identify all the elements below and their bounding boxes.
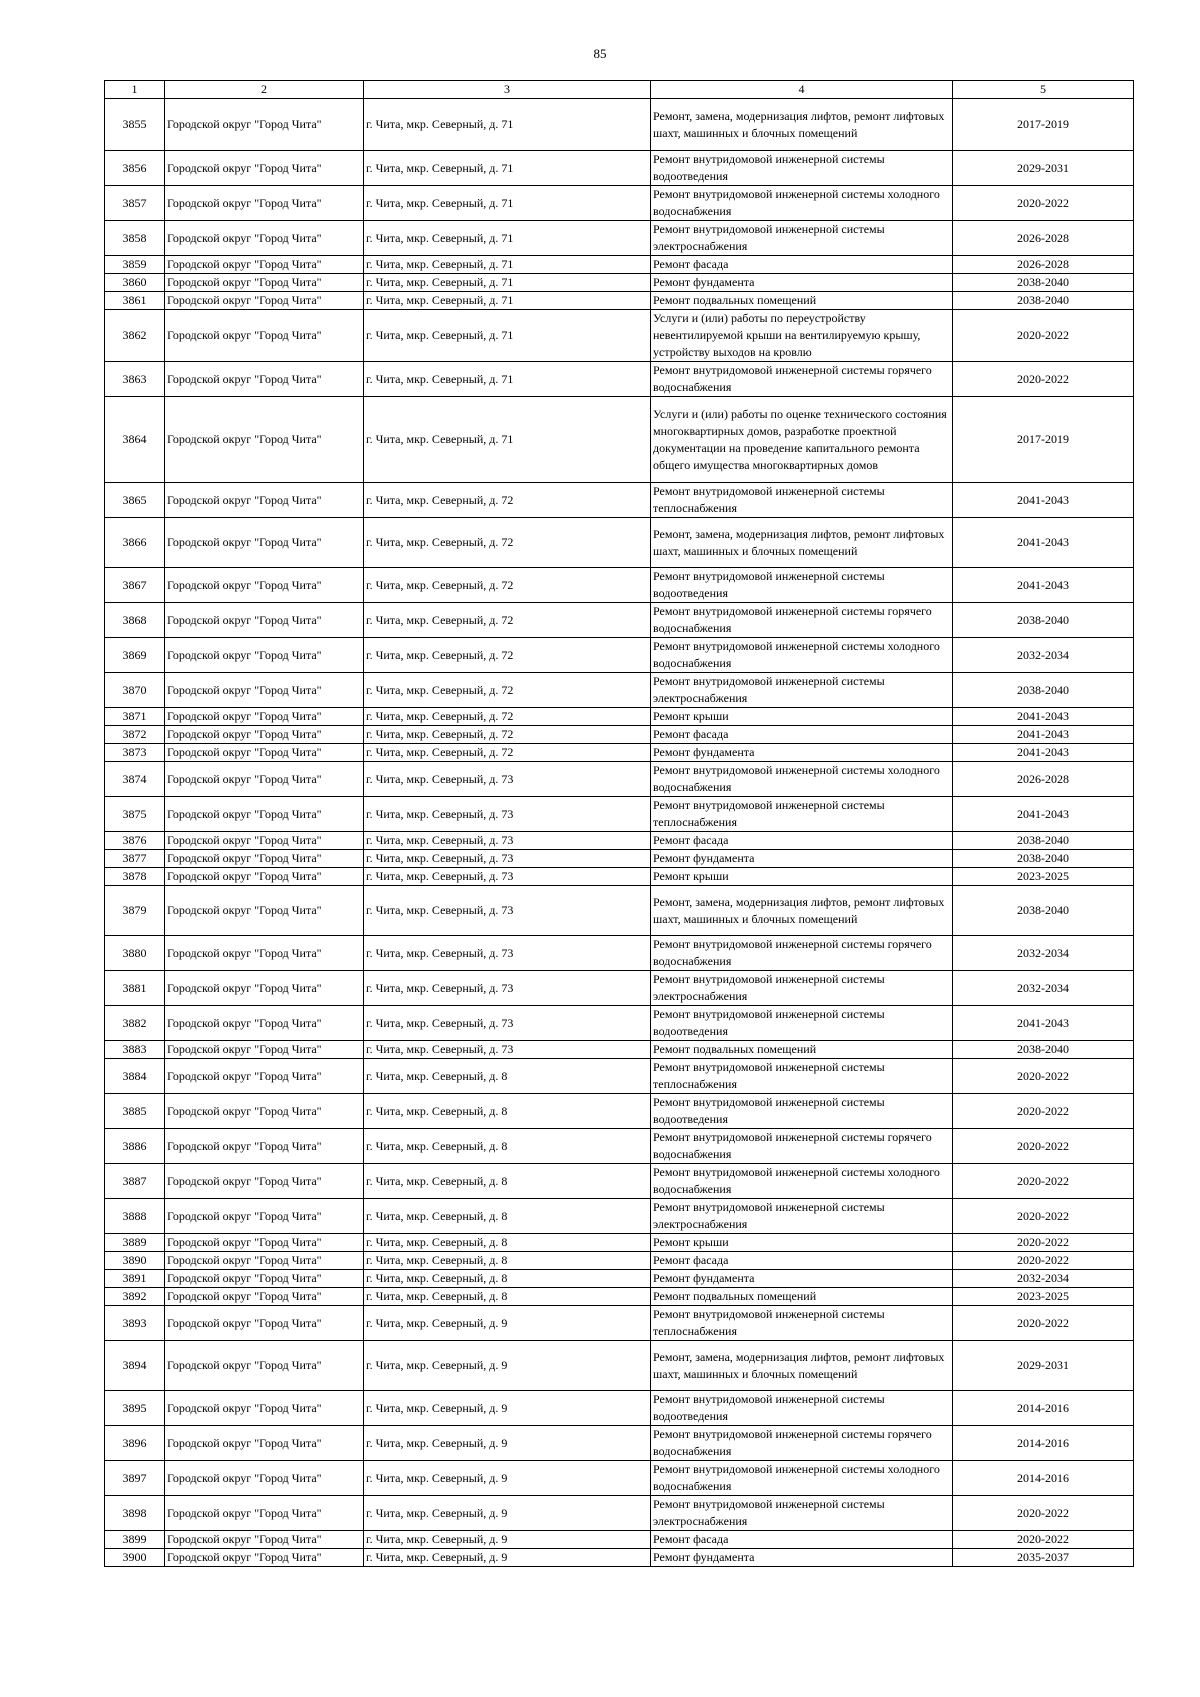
address-cell: г. Чита, мкр. Северный, д. 71 [364,397,651,483]
period-cell: 2038-2040 [953,832,1134,850]
row-number: 3882 [105,1006,165,1041]
municipality-cell: Городской округ "Город Чита" [165,310,364,362]
address-cell: г. Чита, мкр. Северный, д. 9 [364,1306,651,1341]
work-type-cell: Ремонт, замена, модернизация лифтов, ремонт лифтовых шахт, машинных и блочных помещений [651,1341,953,1391]
municipality-cell: Городской округ "Город Чита" [165,274,364,292]
municipality-cell: Городской округ "Город Чита" [165,1129,364,1164]
row-number: 3857 [105,186,165,221]
period-cell: 2020-2022 [953,1234,1134,1252]
municipality-cell: Городской округ "Город Чита" [165,362,364,397]
period-cell: 2020-2022 [953,1094,1134,1129]
table-row [105,310,1134,362]
municipality-cell: Городской округ "Город Чита" [165,99,364,151]
work-type-cell: Ремонт внутридомовой инженерной системы теплоснабжения [651,1306,953,1341]
row-number: 3863 [105,362,165,397]
address-cell: г. Чита, мкр. Северный, д. 8 [364,1234,651,1252]
address-cell: г. Чита, мкр. Северный, д. 8 [364,1199,651,1234]
table-row [105,362,1134,397]
municipality-cell: Городской округ "Город Чита" [165,1306,364,1341]
period-cell: 2020-2022 [953,1496,1134,1531]
period-cell: 2020-2022 [953,186,1134,221]
row-number: 3900 [105,1549,165,1567]
table-row [105,1252,1134,1270]
row-number: 3870 [105,673,165,708]
column-header: 3 [364,81,651,99]
municipality-cell: Городской округ "Город Чита" [165,886,364,936]
table-row [105,673,1134,708]
work-type-cell: Ремонт внутридомовой инженерной системы электроснабжения [651,221,953,256]
address-cell: г. Чита, мкр. Северный, д. 8 [364,1252,651,1270]
address-cell: г. Чита, мкр. Северный, д. 9 [364,1391,651,1426]
municipality-cell: Городской округ "Город Чита" [165,1549,364,1567]
row-number: 3893 [105,1306,165,1341]
row-number: 3894 [105,1341,165,1391]
period-cell: 2026-2028 [953,221,1134,256]
work-type-cell: Ремонт фундамента [651,850,953,868]
work-type-cell: Ремонт внутридомовой инженерной системы теплоснабжения [651,1059,953,1094]
work-type-cell: Ремонт фасада [651,256,953,274]
row-number: 3856 [105,151,165,186]
address-cell: г. Чита, мкр. Северный, д. 8 [364,1094,651,1129]
address-cell: г. Чита, мкр. Северный, д. 72 [364,483,651,518]
period-cell: 2038-2040 [953,850,1134,868]
municipality-cell: Городской округ "Город Чита" [165,256,364,274]
address-cell: г. Чита, мкр. Северный, д. 9 [364,1531,651,1549]
address-cell: г. Чита, мкр. Северный, д. 9 [364,1496,651,1531]
work-type-cell: Ремонт внутридомовой инженерной системы горячего водоснабжения [651,1426,953,1461]
address-cell: г. Чита, мкр. Северный, д. 72 [364,518,651,568]
work-type-cell: Ремонт подвальных помещений [651,292,953,310]
row-number: 3877 [105,850,165,868]
address-cell: г. Чита, мкр. Северный, д. 9 [364,1426,651,1461]
address-cell: г. Чита, мкр. Северный, д. 72 [364,708,651,726]
row-number: 3896 [105,1426,165,1461]
work-type-cell: Ремонт внутридомовой инженерной системы горячего водоснабжения [651,362,953,397]
work-type-cell: Ремонт, замена, модернизация лифтов, ремонт лифтовых шахт, машинных и блочных помещений [651,886,953,936]
municipality-cell: Городской округ "Город Чита" [165,1041,364,1059]
work-type-cell: Ремонт подвальных помещений [651,1288,953,1306]
period-cell: 2017-2019 [953,397,1134,483]
address-cell: г. Чита, мкр. Северный, д. 73 [364,936,651,971]
period-cell: 2026-2028 [953,762,1134,797]
row-number: 3886 [105,1129,165,1164]
row-number: 3895 [105,1391,165,1426]
work-type-cell: Услуги и (или) работы по переустройству невентилируемой крыши на вентилируемую крышу, устройству выходов на кровлю [651,310,953,362]
repair-schedule-table [104,80,1134,1567]
address-cell: г. Чита, мкр. Северный, д. 73 [364,832,651,850]
municipality-cell: Городской округ "Город Чита" [165,868,364,886]
period-cell: 2029-2031 [953,1341,1134,1391]
table-row [105,603,1134,638]
work-type-cell: Ремонт внутридомовой инженерной системы электроснабжения [651,1199,953,1234]
row-number: 3861 [105,292,165,310]
table-row [105,1306,1134,1341]
period-cell: 2038-2040 [953,673,1134,708]
period-cell: 2023-2025 [953,868,1134,886]
row-number: 3879 [105,886,165,936]
address-cell: г. Чита, мкр. Северный, д. 73 [364,886,651,936]
table-row [105,1461,1134,1496]
table-row [105,744,1134,762]
address-cell: г. Чита, мкр. Северный, д. 71 [364,292,651,310]
row-number: 3855 [105,99,165,151]
municipality-cell: Городской округ "Город Чита" [165,744,364,762]
column-header: 5 [953,81,1134,99]
table-row [105,1391,1134,1426]
table-row [105,1164,1134,1199]
row-number: 3868 [105,603,165,638]
work-type-cell: Ремонт фундамента [651,1549,953,1567]
row-number: 3898 [105,1496,165,1531]
period-cell: 2020-2022 [953,1252,1134,1270]
table-row [105,1129,1134,1164]
address-cell: г. Чита, мкр. Северный, д. 73 [364,797,651,832]
address-cell: г. Чита, мкр. Северный, д. 8 [364,1059,651,1094]
work-type-cell: Ремонт внутридомовой инженерной системы теплоснабжения [651,797,953,832]
work-type-cell: Ремонт фасада [651,1531,953,1549]
work-type-cell: Ремонт крыши [651,708,953,726]
table-row [105,99,1134,151]
period-cell: 2032-2034 [953,971,1134,1006]
address-cell: г. Чита, мкр. Северный, д. 8 [364,1164,651,1199]
row-number: 3888 [105,1199,165,1234]
work-type-cell: Ремонт внутридомовой инженерной системы холодного водоснабжения [651,762,953,797]
work-type-cell: Ремонт крыши [651,1234,953,1252]
table-body [105,99,1134,1567]
period-cell: 2041-2043 [953,744,1134,762]
municipality-cell: Городской округ "Город Чита" [165,673,364,708]
period-cell: 2035-2037 [953,1549,1134,1567]
row-number: 3864 [105,397,165,483]
work-type-cell: Ремонт внутридомовой инженерной системы горячего водоснабжения [651,1129,953,1164]
period-cell: 2017-2019 [953,99,1134,151]
table-row [105,868,1134,886]
table-row [105,850,1134,868]
header-row [105,81,1134,99]
period-cell: 2038-2040 [953,274,1134,292]
table-row [105,274,1134,292]
row-number: 3872 [105,726,165,744]
municipality-cell: Городской округ "Город Чита" [165,568,364,603]
table-row [105,1288,1134,1306]
table-row [105,1549,1134,1567]
work-type-cell: Ремонт внутридомовой инженерной системы водоотведения [651,568,953,603]
period-cell: 2020-2022 [953,362,1134,397]
municipality-cell: Городской округ "Город Чита" [165,850,364,868]
address-cell: г. Чита, мкр. Северный, д. 73 [364,850,651,868]
row-number: 3875 [105,797,165,832]
row-number: 3871 [105,708,165,726]
address-cell: г. Чита, мкр. Северный, д. 73 [364,868,651,886]
municipality-cell: Городской округ "Город Чита" [165,397,364,483]
table-row [105,186,1134,221]
table-row [105,638,1134,673]
address-cell: г. Чита, мкр. Северный, д. 73 [364,1041,651,1059]
row-number: 3897 [105,1461,165,1496]
row-number: 3899 [105,1531,165,1549]
municipality-cell: Городской округ "Город Чита" [165,1199,364,1234]
address-cell: г. Чита, мкр. Северный, д. 9 [364,1341,651,1391]
period-cell: 2038-2040 [953,886,1134,936]
row-number: 3885 [105,1094,165,1129]
period-cell: 2038-2040 [953,1041,1134,1059]
table-row [105,726,1134,744]
address-cell: г. Чита, мкр. Северный, д. 71 [364,186,651,221]
municipality-cell: Городской округ "Город Чита" [165,936,364,971]
municipality-cell: Городской округ "Город Чита" [165,1461,364,1496]
municipality-cell: Городской округ "Город Чита" [165,1234,364,1252]
work-type-cell: Ремонт внутридомовой инженерной системы горячего водоснабжения [651,936,953,971]
period-cell: 2041-2043 [953,518,1134,568]
row-number: 3891 [105,1270,165,1288]
table-row [105,886,1134,936]
address-cell: г. Чита, мкр. Северный, д. 73 [364,1006,651,1041]
municipality-cell: Городской округ "Город Чита" [165,151,364,186]
period-cell: 2020-2022 [953,1059,1134,1094]
address-cell: г. Чита, мкр. Северный, д. 8 [364,1270,651,1288]
table-row [105,256,1134,274]
table-row [105,1234,1134,1252]
table-row [105,1006,1134,1041]
address-cell: г. Чита, мкр. Северный, д. 73 [364,762,651,797]
work-type-cell: Ремонт фундамента [651,744,953,762]
address-cell: г. Чита, мкр. Северный, д. 72 [364,603,651,638]
address-cell: г. Чита, мкр. Северный, д. 8 [364,1288,651,1306]
work-type-cell: Ремонт внутридомовой инженерной системы холодного водоснабжения [651,1461,953,1496]
work-type-cell: Ремонт, замена, модернизация лифтов, ремонт лифтовых шахт, машинных и блочных помещений [651,518,953,568]
municipality-cell: Городской округ "Город Чита" [165,797,364,832]
address-cell: г. Чита, мкр. Северный, д. 73 [364,971,651,1006]
period-cell: 2041-2043 [953,708,1134,726]
period-cell: 2038-2040 [953,292,1134,310]
period-cell: 2023-2025 [953,1288,1134,1306]
column-header: 4 [651,81,953,99]
municipality-cell: Городской округ "Город Чита" [165,1391,364,1426]
municipality-cell: Городской округ "Город Чита" [165,1288,364,1306]
address-cell: г. Чита, мкр. Северный, д. 71 [364,362,651,397]
table-row [105,1270,1134,1288]
table-row [105,483,1134,518]
period-cell: 2020-2022 [953,1129,1134,1164]
address-cell: г. Чита, мкр. Северный, д. 9 [364,1461,651,1496]
municipality-cell: Городской округ "Город Чита" [165,971,364,1006]
row-number: 3890 [105,1252,165,1270]
work-type-cell: Ремонт фасада [651,832,953,850]
period-cell: 2032-2034 [953,1270,1134,1288]
work-type-cell: Ремонт фундамента [651,1270,953,1288]
period-cell: 2041-2043 [953,1006,1134,1041]
address-cell: г. Чита, мкр. Северный, д. 72 [364,673,651,708]
row-number: 3860 [105,274,165,292]
municipality-cell: Городской округ "Город Чита" [165,292,364,310]
page-number: 85 [593,46,607,61]
table-row [105,1059,1134,1094]
work-type-cell: Ремонт фасада [651,1252,953,1270]
table-row [105,1094,1134,1129]
row-number: 3866 [105,518,165,568]
work-type-cell: Ремонт внутридомовой инженерной системы электроснабжения [651,1496,953,1531]
work-type-cell: Ремонт внутридомовой инженерной системы холодного водоснабжения [651,638,953,673]
table-row [105,1496,1134,1531]
address-cell: г. Чита, мкр. Северный, д. 71 [364,274,651,292]
municipality-cell: Городской округ "Город Чита" [165,1531,364,1549]
table-row [105,292,1134,310]
work-type-cell: Ремонт фасада [651,726,953,744]
period-cell: 2020-2022 [953,1164,1134,1199]
address-cell: г. Чита, мкр. Северный, д. 72 [364,568,651,603]
municipality-cell: Городской округ "Город Чита" [165,708,364,726]
municipality-cell: Городской округ "Город Чита" [165,762,364,797]
work-type-cell: Ремонт, замена, модернизация лифтов, ремонт лифтовых шахт, машинных и блочных помещений [651,99,953,151]
table-row [105,708,1134,726]
table-row [105,568,1134,603]
row-number: 3862 [105,310,165,362]
row-number: 3883 [105,1041,165,1059]
table-row [105,1199,1134,1234]
municipality-cell: Городской округ "Город Чита" [165,1006,364,1041]
municipality-cell: Городской округ "Город Чита" [165,186,364,221]
table-row [105,1041,1134,1059]
period-cell: 2014-2016 [953,1426,1134,1461]
period-cell: 2020-2022 [953,310,1134,362]
period-cell: 2032-2034 [953,936,1134,971]
table-row [105,221,1134,256]
period-cell: 2032-2034 [953,638,1134,673]
work-type-cell: Ремонт подвальных помещений [651,1041,953,1059]
work-type-cell: Ремонт внутридомовой инженерной системы электроснабжения [651,971,953,1006]
row-number: 3892 [105,1288,165,1306]
period-cell: 2020-2022 [953,1531,1134,1549]
table-row [105,762,1134,797]
table-row [105,971,1134,1006]
row-number: 3876 [105,832,165,850]
work-type-cell: Ремонт внутридомовой инженерной системы водоотведения [651,151,953,186]
period-cell: 2014-2016 [953,1461,1134,1496]
municipality-cell: Городской округ "Город Чита" [165,603,364,638]
address-cell: г. Чита, мкр. Северный, д. 72 [364,744,651,762]
municipality-cell: Городской округ "Город Чита" [165,1252,364,1270]
row-number: 3859 [105,256,165,274]
row-number: 3878 [105,868,165,886]
table-row [105,397,1134,483]
row-number: 3887 [105,1164,165,1199]
work-type-cell: Ремонт внутридомовой инженерной системы водоотведения [651,1006,953,1041]
row-number: 3880 [105,936,165,971]
municipality-cell: Городской округ "Город Чита" [165,483,364,518]
work-type-cell: Ремонт внутридомовой инженерной системы электроснабжения [651,673,953,708]
row-number: 3858 [105,221,165,256]
period-cell: 2014-2016 [953,1391,1134,1426]
work-type-cell: Ремонт внутридомовой инженерной системы теплоснабжения [651,483,953,518]
address-cell: г. Чита, мкр. Северный, д. 71 [364,310,651,362]
work-type-cell: Услуги и (или) работы по оценке технического состояния многоквартирных домов, разработке проектной документации на проведение капитального ремонта общего имущества многоквартирных домов [651,397,953,483]
row-number: 3889 [105,1234,165,1252]
address-cell: г. Чита, мкр. Северный, д. 72 [364,726,651,744]
work-type-cell: Ремонт внутридомовой инженерной системы водоотведения [651,1094,953,1129]
column-header: 2 [165,81,364,99]
address-cell: г. Чита, мкр. Северный, д. 71 [364,256,651,274]
table-row [105,151,1134,186]
address-cell: г. Чита, мкр. Северный, д. 9 [364,1549,651,1567]
period-cell: 2020-2022 [953,1199,1134,1234]
municipality-cell: Городской округ "Город Чита" [165,1270,364,1288]
period-cell: 2029-2031 [953,151,1134,186]
address-cell: г. Чита, мкр. Северный, д. 71 [364,99,651,151]
table-row [105,832,1134,850]
municipality-cell: Городской округ "Город Чита" [165,1094,364,1129]
table-row [105,936,1134,971]
period-cell: 2041-2043 [953,797,1134,832]
row-number: 3874 [105,762,165,797]
work-type-cell: Ремонт внутридомовой инженерной системы горячего водоснабжения [651,603,953,638]
work-type-cell: Ремонт внутридомовой инженерной системы водоотведения [651,1391,953,1426]
period-cell: 2038-2040 [953,603,1134,638]
row-number: 3869 [105,638,165,673]
municipality-cell: Городской округ "Город Чита" [165,1426,364,1461]
column-header: 1 [105,81,165,99]
address-cell: г. Чита, мкр. Северный, д. 71 [364,221,651,256]
address-cell: г. Чита, мкр. Северный, д. 8 [364,1129,651,1164]
work-type-cell: Ремонт крыши [651,868,953,886]
address-cell: г. Чита, мкр. Северный, д. 71 [364,151,651,186]
table-row [105,518,1134,568]
period-cell: 2041-2043 [953,568,1134,603]
address-cell: г. Чита, мкр. Северный, д. 72 [364,638,651,673]
municipality-cell: Городской округ "Город Чита" [165,1341,364,1391]
municipality-cell: Городской округ "Город Чита" [165,1059,364,1094]
work-type-cell: Ремонт внутридомовой инженерной системы холодного водоснабжения [651,1164,953,1199]
municipality-cell: Городской округ "Город Чита" [165,726,364,744]
row-number: 3881 [105,971,165,1006]
period-cell: 2041-2043 [953,483,1134,518]
row-number: 3873 [105,744,165,762]
work-type-cell: Ремонт фундамента [651,274,953,292]
table-row [105,1426,1134,1461]
table-row [105,1341,1134,1391]
municipality-cell: Городской округ "Город Чита" [165,1496,364,1531]
table-row [105,1531,1134,1549]
period-cell: 2041-2043 [953,726,1134,744]
period-cell: 2020-2022 [953,1306,1134,1341]
period-cell: 2026-2028 [953,256,1134,274]
row-number: 3867 [105,568,165,603]
municipality-cell: Городской округ "Город Чита" [165,638,364,673]
municipality-cell: Городской округ "Город Чита" [165,221,364,256]
municipality-cell: Городской округ "Город Чита" [165,1164,364,1199]
municipality-cell: Городской округ "Город Чита" [165,832,364,850]
row-number: 3884 [105,1059,165,1094]
municipality-cell: Городской округ "Город Чита" [165,518,364,568]
table-row [105,797,1134,832]
work-type-cell: Ремонт внутридомовой инженерной системы холодного водоснабжения [651,186,953,221]
row-number: 3865 [105,483,165,518]
